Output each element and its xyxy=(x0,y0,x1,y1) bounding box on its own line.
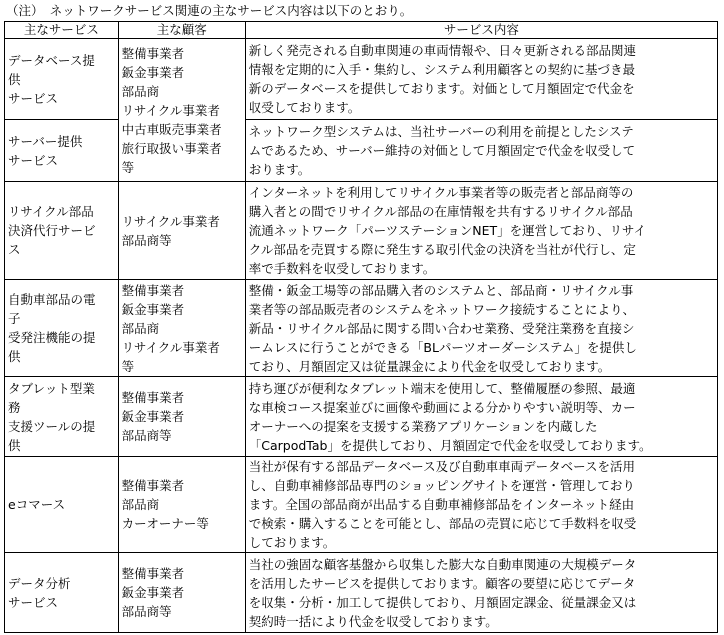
service-line: 供 xyxy=(8,437,21,453)
customer-item: 整備事業者 xyxy=(121,566,185,581)
content-line: 購入者との間でリサイクル部品の在庫情報を共有するリサイクル部品 xyxy=(248,204,633,219)
service-line: 決済代行サービ xyxy=(8,223,96,238)
content-line: な車検コース提案並びに画像や動画による分かりやすい説明等、カー xyxy=(248,399,636,415)
content-line: 整備・鈑金工場等の部品購入者のシステムと、部品商・リサイクル事 xyxy=(248,282,634,298)
customer-list xyxy=(118,457,245,553)
customer-list xyxy=(118,39,245,182)
content-line: ムであるため、サーバー維持の対価として月額固定で代金を収受して xyxy=(248,143,636,158)
customer-item: 等 xyxy=(121,159,135,175)
service-line: eコマース xyxy=(8,497,66,512)
customer-item: リサイクル事業者 xyxy=(121,213,220,229)
content-line: インターネットを利用してリサイクル事業者等の販売者と部品商等の xyxy=(248,185,634,200)
service-line: 供 xyxy=(8,71,21,87)
customer-item: 部品商 xyxy=(121,83,160,99)
content-line: 業者等の部品販売者のシステムをネットワーク接続することにより、 xyxy=(248,301,636,317)
customer-item: 鈑金事業者 xyxy=(121,409,185,424)
content-line: しております。 xyxy=(248,535,336,550)
customer-item: 部品商等 xyxy=(121,232,172,248)
service-line: ス xyxy=(8,242,21,257)
content-line: 「CarpodTab」を提供しており、月額固定で代金を収受しております。 xyxy=(248,437,652,453)
service-content xyxy=(245,280,717,377)
customer-list xyxy=(118,553,245,633)
table-row xyxy=(5,120,718,182)
content-line: し、自動車補修部品専門のショッピングサイトを運営・管理しており xyxy=(248,478,635,493)
customer-item: 整備事業者 xyxy=(121,282,185,298)
content-line: クル部品を売買する際に発生する取引代金の決済を当社が代行し、定 xyxy=(248,242,636,257)
service-line: サービス xyxy=(8,90,59,106)
customer-list xyxy=(118,280,245,377)
content-line: を活用したサービスを提供しております。顧客の要望に応じてデータ xyxy=(248,575,636,591)
service-line: 子 xyxy=(8,311,21,326)
table-row xyxy=(5,553,718,633)
service-table xyxy=(4,21,718,633)
customer-item: リサイクル事業者 xyxy=(121,102,220,118)
content-line: 収受しております。 xyxy=(248,100,361,115)
table-note: （注） ネットワークサービス関連の主なサービス内容は以下のとおり。 xyxy=(6,3,413,18)
service-line: 務 xyxy=(8,399,21,415)
service-name xyxy=(5,182,119,280)
content-line: 契約時一括により代金を収受しております。 xyxy=(248,613,498,629)
service-content xyxy=(245,457,717,553)
service-line: 供 xyxy=(8,349,21,364)
content-line: ームレスに行うことができる「BLパーツオーダーシステム」を提供し xyxy=(248,339,637,355)
content-line: を収集・分析・加工して提供しており、月額固定課金、従量課金又は xyxy=(248,594,637,610)
content-line: 新のデータベースを提供しております。対価として月額固定で代金を xyxy=(248,81,635,96)
table-row xyxy=(5,182,718,280)
header-content: サービス内容 xyxy=(245,22,717,39)
table-row xyxy=(5,377,718,457)
customer-item: 整備事業者 xyxy=(121,390,185,405)
content-line: 情報を定期的に入手・集約し、システム利用顧客との契約に基づき最 xyxy=(248,62,636,77)
customer-item: 部品商 xyxy=(121,320,160,336)
service-line: タブレット型業 xyxy=(8,380,95,396)
table-row xyxy=(5,39,718,120)
customer-item: 旅行取扱い事業者 xyxy=(121,140,222,156)
service-name xyxy=(5,120,119,182)
content-line: 流通ネットワーク「パーツステーションNET」を運営しており、リサイ xyxy=(248,223,647,238)
customer-item: 部品商等 xyxy=(121,428,172,443)
header-service: 主なサービス xyxy=(5,22,119,39)
table-row xyxy=(5,457,718,553)
content-line: 率で手数料を収受しております。 xyxy=(248,261,436,276)
service-name xyxy=(5,457,119,553)
service-name xyxy=(5,553,119,633)
service-line: 自動車部品の電 xyxy=(8,292,96,307)
content-line: 新品・リサイクル部品に関する問い合わせ業務、受発注業務を直接シ xyxy=(248,320,635,336)
service-content xyxy=(245,39,717,120)
content-line: おります。 xyxy=(248,162,311,177)
service-content xyxy=(245,553,717,633)
customer-item: 等 xyxy=(121,358,135,374)
customer-item: 部品商等 xyxy=(121,604,172,619)
service-line: リサイクル部品 xyxy=(8,204,94,219)
service-content xyxy=(245,377,717,457)
service-line: 支援ツールの提 xyxy=(8,418,96,434)
content-line: ており、月額固定又は従量課金により代金を収受しております。 xyxy=(248,358,611,374)
customer-item: 鈑金事業者 xyxy=(121,301,185,317)
customer-item: 鈑金事業者 xyxy=(121,585,185,600)
customer-item: 整備事業者 xyxy=(121,478,185,493)
content-line: 当社が保有する部品データベース及び自動車車両データベースを活用 xyxy=(248,459,636,474)
customer-item: カーオーナー等 xyxy=(121,516,209,531)
service-line: データベース提 xyxy=(8,52,95,68)
service-name xyxy=(5,39,119,120)
service-line: サービス xyxy=(8,594,59,610)
service-name xyxy=(5,377,119,457)
customer-item: 鈑金事業者 xyxy=(121,64,185,80)
content-line: で検索・購入することを可能とし、部品の売買に応じて手数料を収受 xyxy=(248,516,637,531)
customer-item: 部品商 xyxy=(121,497,160,512)
header-customers: 主な顧客 xyxy=(118,22,245,39)
service-line: 受発注機能の提 xyxy=(8,330,96,345)
customer-item: 整備事業者 xyxy=(121,45,185,61)
service-content xyxy=(245,182,717,280)
content-line: オーナーへの提案を支援する業務アプリケーションを内蔵した xyxy=(248,418,598,434)
service-line: サービス xyxy=(8,152,59,168)
table-row xyxy=(5,280,718,377)
service-name xyxy=(5,280,119,377)
customer-item: 中古車販売事業者 xyxy=(121,121,222,137)
content-line: 当社の強固な顧客基盤から収集した膨大な自動車関連の大規模データ xyxy=(248,556,637,572)
service-line: サーバー提供 xyxy=(8,133,83,149)
customer-list xyxy=(118,182,245,280)
content-line: ネットワーク型システムは、当社サーバーの利用を前提としたシステ xyxy=(248,124,634,139)
service-line: データ分析 xyxy=(8,575,71,591)
content-line: ます。全国の部品商が出品する自動車補修部品をインターネット経由 xyxy=(248,497,635,512)
customer-item: リサイクル事業者 xyxy=(121,339,220,355)
table-header-row xyxy=(5,22,718,39)
customer-list xyxy=(118,377,245,457)
content-line: 持ち運びが便利なタブレット端末を使用して、整備履歴の参照、最適 xyxy=(248,380,636,396)
service-content xyxy=(245,120,717,182)
content-line: 新しく発売される自動車関連の車両情報や、日々更新される部品関連 xyxy=(248,43,637,58)
